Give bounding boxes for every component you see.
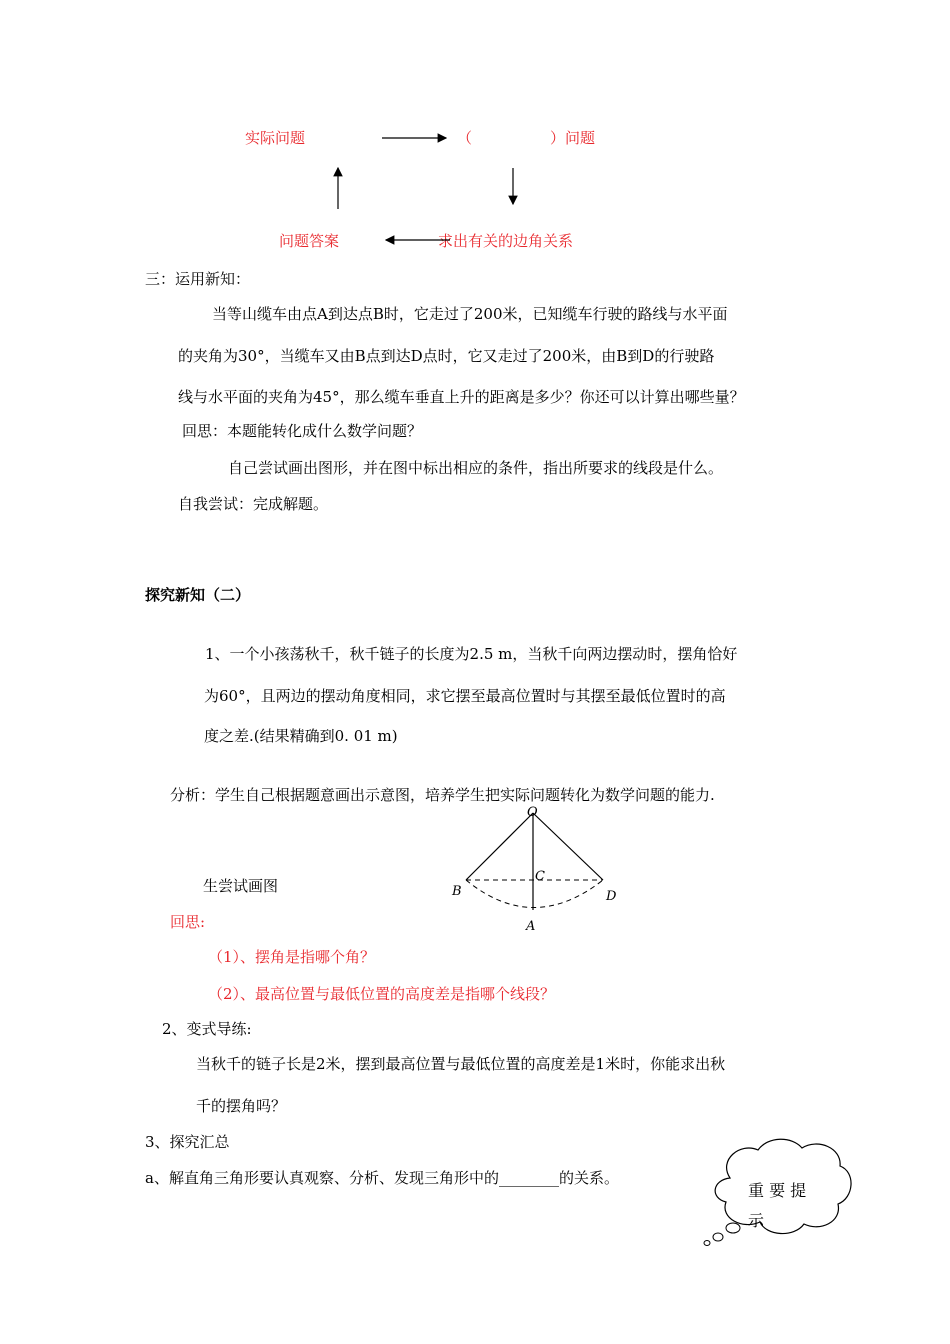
reflect-q1: （1）、摆角是指哪个角？ <box>208 948 376 966</box>
summary-heading: 3、探究汇总 <box>145 1133 230 1151</box>
draw-instruction: 自己尝试画出图形，并在图中标出相应的条件，指出所要求的线段是什么。 <box>228 459 724 477</box>
section-heading: 三：运用新知： <box>145 270 251 288</box>
question1-line-3: 度之差.(结果精确到0. 01 m) <box>204 727 398 745</box>
question1-line-2: 为60°，且两边的摆动角度相同，求它摆至最高位置时与其摆至最低位置时的高 <box>204 687 726 705</box>
flow-answer: 问题答案 <box>279 232 340 250</box>
reflect-q2: （2）、最高位置与最低位置的高度差是指哪个线段？ <box>208 985 556 1003</box>
summary-a: a、解直角三角形要认真观察、分析、发现三角形中的________的关系。 <box>145 1169 619 1187</box>
cloud-bubble-2 <box>713 1233 723 1241</box>
reflect-label: 回思: <box>170 913 206 931</box>
analysis: 分析：学生自己根据题意画出示意图，培养学生把实际问题转化为数学问题的能力. <box>170 786 715 804</box>
explore-heading: 探究新知（二） <box>145 586 251 604</box>
reflect-question: 回思：本题能转化成什么数学问题？ <box>182 422 423 440</box>
question1-line-1: 1、一个小孩荡秋千，秋千链子的长度为2.5 m，当秋千向两边摆动时，摆角恰好 <box>205 645 738 663</box>
label-D: D <box>606 889 617 904</box>
problem-line-1: 当等山缆车由点A到达点B时，它走过了200米，已知缆车行驶的路线与水平面 <box>212 305 728 323</box>
variant-line-1: 当秋千的链子长是2米，摆到最高位置与最低位置的高度差是1米时，你能求出秋 <box>196 1055 726 1073</box>
flow-practical-problem: 实际问题 <box>245 129 306 147</box>
self-try: 自我尝试：完成解题。 <box>178 495 329 513</box>
flow-paren-left: （ <box>457 129 473 147</box>
label-B: B <box>452 884 462 899</box>
label-C: C <box>535 869 545 884</box>
flow-relations: 求出有关的边角关系 <box>438 232 574 250</box>
cloud-bubble-1 <box>726 1223 740 1233</box>
cloud-text-line-1: 重 要 提 <box>748 1181 807 1200</box>
variant-heading: 2、变式导练: <box>162 1020 252 1038</box>
cloud-bubble-3 <box>704 1241 710 1246</box>
student-draw: 生尝试画图 <box>203 877 279 895</box>
label-A: A <box>526 919 536 934</box>
variant-line-2: 千的摆角吗？ <box>196 1097 287 1115</box>
cloud-text-line-2: 示 <box>748 1211 765 1230</box>
flow-math-problem: ）问题 <box>550 129 596 147</box>
problem-line-3: 线与水平面的夹角为45°，那么缆车垂直上升的距离是多少？你还可以计算出哪些量？ <box>178 388 745 406</box>
problem-line-2: 的夹角为30°，当缆车又由B点到达D点时，它又走过了200米，由B到D的行驶路 <box>178 347 715 365</box>
label-O: O <box>527 805 538 820</box>
